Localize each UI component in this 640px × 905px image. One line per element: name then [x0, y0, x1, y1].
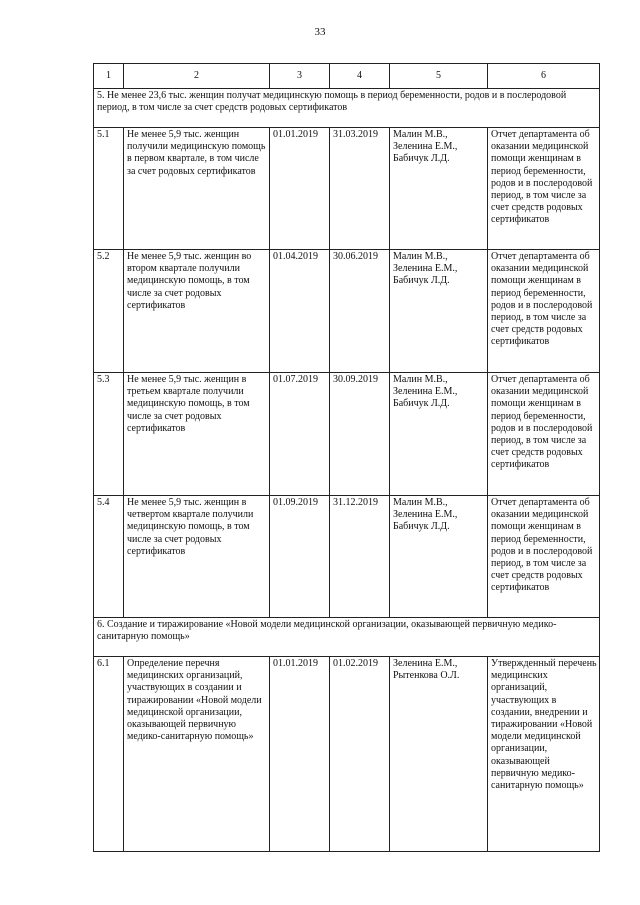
section-title: 5. Не менее 23,6 тыс. женщин получат медицинскую помощь в период беременности, родов и в послеродовой период, в том числе за счет средств родовых сертификатов — [94, 89, 600, 128]
end-date-cell: 30.09.2019 — [330, 373, 390, 496]
table-row — [94, 128, 600, 250]
row-number: 5.3 — [94, 373, 124, 496]
end-date-cell: 31.12.2019 — [330, 496, 390, 618]
row-number: 5.1 — [94, 128, 124, 250]
section-header-row — [94, 618, 600, 657]
result-cell: Отчет департамента об оказании медицинской помощи женщинам в период беременности, родов и в послеродовой период, в том числе за счет средств родовых сертификатов — [488, 128, 600, 250]
section-title: 6. Создание и тиражирование «Новой модели медицинской организации, оказывающей первичную медико-санитарную помощь» — [94, 618, 600, 657]
column-number: 5 — [390, 64, 488, 89]
start-date-cell: 01.01.2019 — [270, 128, 330, 250]
responsible-cell: Малин М.В., Зеленина Е.М., Бабичук Л.Д. — [390, 496, 488, 618]
task-cell: Определение перечня медицинских организаций, участвующих в создании и тиражировании «Новой модели медицинской организации, оказывающей первичную медико-санитарную помощь» — [124, 657, 270, 852]
start-date-cell: 01.04.2019 — [270, 250, 330, 373]
start-date-cell: 01.09.2019 — [270, 496, 330, 618]
responsible-cell: Зеленина Е.М., Рытенкова О.Л. — [390, 657, 488, 852]
table-row — [94, 373, 600, 496]
end-date-cell: 31.03.2019 — [330, 128, 390, 250]
result-cell: Отчет департамента об оказании медицинской помощи женщинам в период беременности, родов и в послеродовой период, в том числе за счет средств родовых сертификатов — [488, 496, 600, 618]
start-date-cell: 01.07.2019 — [270, 373, 330, 496]
column-number-row — [94, 64, 600, 89]
table-row — [94, 250, 600, 373]
responsible-cell: Малин М.В., Зеленина Е.М., Бабичук Л.Д. — [390, 250, 488, 373]
end-date-cell: 01.02.2019 — [330, 657, 390, 852]
table-row — [94, 496, 600, 618]
row-number: 5.4 — [94, 496, 124, 618]
column-number: 3 — [270, 64, 330, 89]
page-number: 33 — [314, 26, 326, 38]
start-date-cell: 01.01.2019 — [270, 657, 330, 852]
task-cell: Не менее 5,9 тыс. женщин в четвертом квартале получили медицинскую помощь, в том числе за счет родовых сертификатов — [124, 496, 270, 618]
responsible-cell: Малин М.В., Зеленина Е.М., Бабичук Л.Д. — [390, 128, 488, 250]
result-cell: Утвержденный перечень медицинских организаций, участвующих в создании, внедрении и тиражировании «Новой модели медицинской организации, оказывающей первичную медико-санитарную помощь» — [488, 657, 600, 852]
task-cell: Не менее 5,9 тыс. женщин в третьем квартале получили медицинскую помощь, в том числе за счет родовых сертификатов — [124, 373, 270, 496]
plan-table — [93, 63, 600, 852]
table-row — [94, 657, 600, 852]
result-cell: Отчет департамента об оказании медицинской помощи женщинам в период беременности, родов и в послеродовой период, в том числе за счет средств родовых сертификатов — [488, 373, 600, 496]
task-cell: Не менее 5,9 тыс. женщин получили медицинскую помощь в первом квартале, в том числе за счет родовых сертификатов — [124, 128, 270, 250]
responsible-cell: Малин М.В., Зеленина Е.М., Бабичук Л.Д. — [390, 373, 488, 496]
column-number: 1 — [94, 64, 124, 89]
end-date-cell: 30.06.2019 — [330, 250, 390, 373]
row-number: 5.2 — [94, 250, 124, 373]
column-number: 6 — [488, 64, 600, 89]
result-cell: Отчет департамента об оказании медицинской помощи женщинам в период беременности, родов и в послеродовой период, в том числе за счет средств родовых сертификатов — [488, 250, 600, 373]
task-cell: Не менее 5,9 тыс. женщин во втором квартале получили медицинскую помощь, в том числе за счет родовых сертификатов — [124, 250, 270, 373]
column-number: 2 — [124, 64, 270, 89]
row-number: 6.1 — [94, 657, 124, 852]
column-number: 4 — [330, 64, 390, 89]
section-header-row — [94, 89, 600, 128]
